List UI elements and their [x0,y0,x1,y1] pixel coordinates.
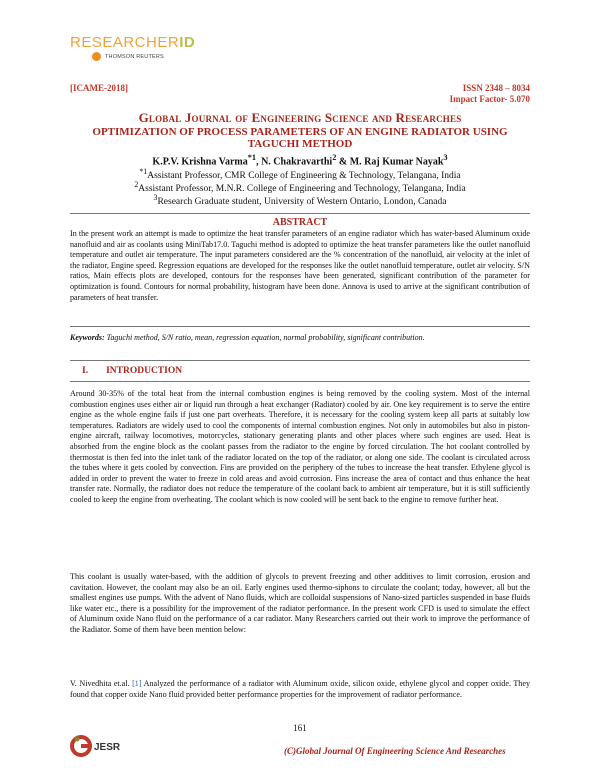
conference-tag: [ICAME-2018] [70,83,128,93]
divider [70,360,530,361]
body-paragraph: V. Nivedhita et.al. [1] Analyzed the performance of a radiator with Aluminum oxide, silicon oxide, ethylene glycol and copper oxide. They found that copper oxide Nano fluid provided better performance properties for the improvement of radiator performance. [70,679,530,699]
abstract-heading: ABSTRACT [272,217,328,228]
thomson-reuters-icon [92,52,101,61]
affiliation: $^{*1}$Assistant Professor, CMR College of Engineering & Technology, Telangana, India [139,167,461,182]
body-paragraph: Around 30-35% of the total heat from the internal combustion engines is being removed by the cooling system. Most of the internal combustion engines uses either air or liquid run through a heat exchanger (Radiator) cooled by air. One key requirement is to serve the entire engine as the whole engine fails if just one part overheats. Therefore, it is necessary for the cooling system keep all parts at suitably low temperatures. Radiators are widely used to cool the components of internal combustion engines. Not only in automobiles but also in piston-engine aircraft, railway locomotives, motorcycles, stationary generating plants and other places where such engines are used. Heat is absorbed from the engine block as the coolant passes from the radiator to the engine by forced circulation. The hot coolant controlled by thermostat is then fed into the inlet tank of the radiator located on the top of the radiator, or along one side. The coolant is circulated across the tubes where it gets cooled by convection. Fins are provided on the periphery of the tubes to increase the heat transfer. Ethylene glycol is added in order to prevent the water to freeze in cold areas and avoid corrosion. Fins increase the area of contact and thus enhance the heat transfer rate. Normally, the radiator does not reduce the temperature of the coolant back to ambient air temperature, but it is still sufficiently cooled to keep the engine from overheating. The coolant which is now cooled will be sent back to the engine to remove further heat. [70,389,530,504]
paper-title: OPTIMIZATION OF PROCESS PARAMETERS OF AN ENGINE RADIATOR USING TAGUCHI METHOD [92,126,508,150]
author-list: K.P.V. Krishna Varma$^{*1}$, N. Chakravarthi$^2$ & M. Raj Kumar Nayak$^3$ [152,153,448,168]
issn-number: ISSN 2348 – 8034 [462,83,530,93]
keywords: Keywords: Taguchi method, S/N ratio, mean, regression equation, normal probability, significant contribution. [70,333,425,342]
affiliation: $^3$Research Graduate student, University of Western Ontario, London, Canada [153,193,447,208]
divider [70,213,530,214]
author-name: M. Raj Kumar Nayak [349,156,444,168]
researcherid-logo: RESEARCHERID [70,34,196,51]
citation-link[interactable]: [1] [132,679,142,688]
jesr-logo: JESR [70,733,130,759]
abstract-text: In the present work an attempt is made to optimize the heat transfer parameters of an engine radiator which has water-based Aluminum oxide nanofluid and air as coolants using MiniTab17.0. Taguchi method is adopted to optimize the heat transfer parameters like the outlet nanofluid temperature and outlet air temperature. The input parameters considered are the % concentration of the nanofluid, air velocity at the inlet of the radiator, Engine speed. Regression equations are developed for the responses like the outlet nanofluid temperature, outlet air velocity. S/N ratios, Main effects plots are developed, contours for the responses have been generated, significant contribution of the parameter for optimization is found. Contours for normal probability, histogram have been done. Annova is used to arrive at the significant contribution of parameters of heat transfer. [70,229,530,302]
author-name: K.P.V. Krishna Varma [152,156,248,168]
thomson-reuters-logo: THOMSON REUTERS [92,52,164,61]
author-name: N. Chakravarthi [261,156,333,168]
affiliation: $^2$Assistant Professor, M.N.R. College of Engineering and Technology, Telangana, India [134,180,466,195]
impact-factor: Impact Factor- 5.070 [449,94,530,104]
divider [70,381,530,382]
footer-copyright: (C)Global Journal Of Engineering Science And Researches [284,746,506,756]
body-paragraph: This coolant is usually water-based, with the addition of glycols to prevent freezing and other additives to limit corrosion, erosion and cavitation. However, the coolant may also be an oil. Early engines used thermo-siphons to circulate the coolant; today, however, all but the smallest engines use pumps. With the advent of Nano fluids, which are colloidal suspensions of Nano-sized particles suspended in base fluids like water etc., there is a possibility for the improvement of the radiator performance. In the present work CFD is used to simulate the effect of Aluminum oxide Nano fluid on the performance of a car radiator. Many Researchers carried out their work to improve the performance of the Radiator. Some of them have been mention below: [70,572,530,634]
section-heading: I. INTRODUCTION [82,366,183,376]
journal-title: Global Journal of Engineering Science and Researches [138,110,462,125]
divider [70,326,530,327]
page-number: 161 [293,723,307,733]
